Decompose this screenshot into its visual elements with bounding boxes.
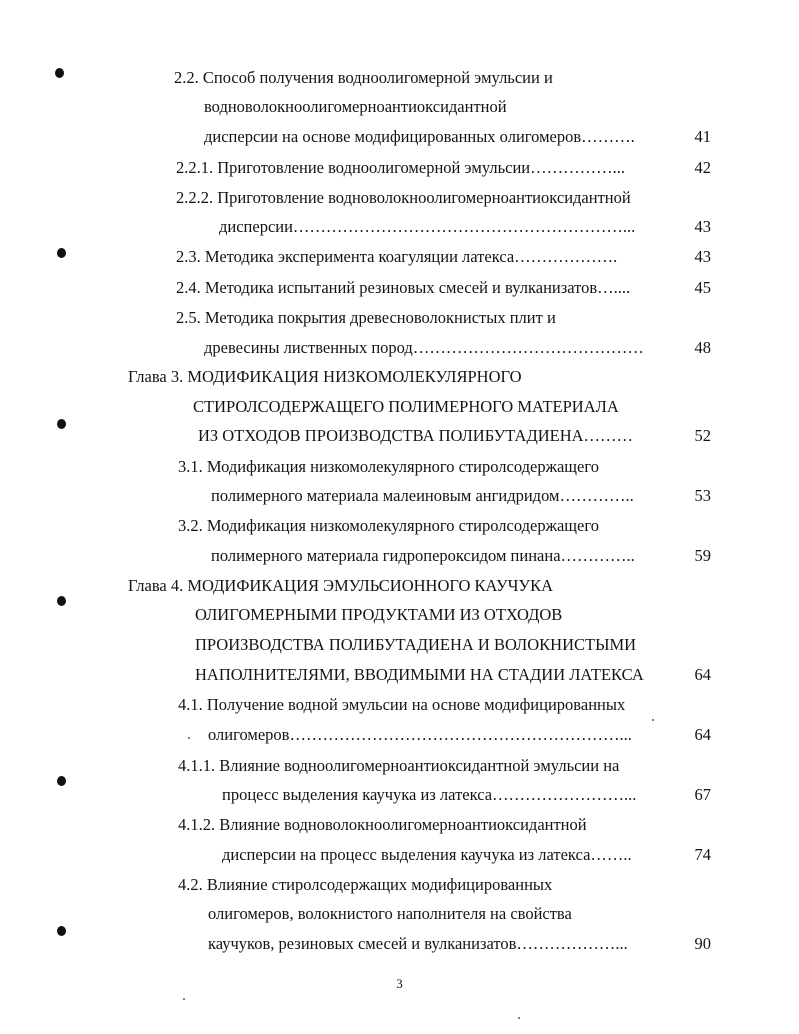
toc-entry-text: олигомеров, волокнистого наполнителя на свойства bbox=[208, 904, 572, 923]
toc-page-number: 90 bbox=[694, 934, 711, 953]
toc-entry-text: полимерного материала гидропероксидом пинана………….. bbox=[211, 546, 635, 565]
toc-entry-text: дисперсии……………………………………………………... bbox=[219, 217, 636, 236]
toc-page-number: 41 bbox=[694, 127, 711, 146]
scan-speck bbox=[183, 998, 185, 1000]
binder-hole bbox=[57, 248, 66, 258]
toc-entry-text: 4.1. Получение водной эмульсии на основе модифицированных bbox=[178, 695, 626, 714]
toc-entry-text: 2.2. Способ получения водноолигомерной эмульсии и bbox=[174, 68, 553, 87]
toc-entry-text: 4.2. Влияние стиролсодержащих модифицированных bbox=[178, 875, 553, 894]
toc-chapter-text: НАПОЛНИТЕЛЯМИ, ВВОДИМЫМИ НА СТАДИИ ЛАТЕКСА bbox=[195, 665, 644, 684]
scan-speck bbox=[188, 737, 190, 739]
toc-entry-text: полимерного материала малеиновым ангидридом………….. bbox=[211, 486, 634, 505]
toc-entry-text: 2.4. Методика испытаний резиновых смесей и вулканизатов….... bbox=[176, 278, 631, 297]
toc-chapter-text: Глава 3. МОДИФИКАЦИЯ НИЗКОМОЛЕКУЛЯРНОГО bbox=[128, 367, 522, 386]
toc-chapter-text: ПРОИЗВОДСТВА ПОЛИБУТАДИЕНА И ВОЛОКНИСТЫМИ bbox=[195, 635, 637, 654]
toc-page-number: 45 bbox=[694, 278, 711, 297]
toc-page-number: 43 bbox=[694, 247, 711, 266]
scan-speck bbox=[518, 1017, 520, 1019]
toc-page-number: 64 bbox=[694, 665, 711, 684]
binder-hole bbox=[57, 596, 66, 606]
binder-hole bbox=[55, 68, 64, 78]
toc-entry-text: процесс выделения каучука из латекса……………………... bbox=[222, 785, 637, 804]
toc-entry-text: 2.2.2. Приготовление водноволокноолигомерноантиоксидантной bbox=[176, 188, 631, 207]
toc-chapter-text: Глава 4. МОДИФИКАЦИЯ ЭМУЛЬСИОННОГО КАУЧУКА bbox=[128, 576, 554, 595]
toc-page-number: 74 bbox=[694, 845, 711, 864]
toc-page-number: 43 bbox=[694, 217, 711, 236]
toc-chapter-text: СТИРОЛСОДЕРЖАЩЕГО ПОЛИМЕРНОГО МАТЕРИАЛА bbox=[193, 397, 619, 416]
toc-page-number: 52 bbox=[694, 426, 711, 445]
toc-entry-text: 2.2.1. Приготовление водноолигомерной эмульсии……………... bbox=[176, 158, 626, 177]
toc-entry-text: 2.3. Методика эксперимента коагуляции латекса………………. bbox=[176, 247, 618, 266]
toc-page-number: 48 bbox=[694, 338, 711, 357]
toc-page-number: 64 bbox=[694, 725, 711, 744]
toc-chapter-text: ИЗ ОТХОДОВ ПРОИЗВОДСТВА ПОЛИБУТАДИЕНА……… bbox=[198, 426, 634, 445]
scan-speck bbox=[652, 719, 654, 721]
toc-entry-text: каучуков, резиновых смесей и вулканизатов………………... bbox=[208, 934, 628, 953]
toc-entry-text: древесины лиственных пород…………………………………… bbox=[204, 338, 644, 357]
toc-entry-text: 4.1.1. Влияние водноолигомерноантиоксидантной эмульсии на bbox=[178, 756, 620, 775]
toc-page-number: 53 bbox=[694, 486, 711, 505]
toc-entry-text: 4.1.2. Влияние водноволокноолигомерноантиоксидантной bbox=[178, 815, 587, 834]
toc-page-number: 42 bbox=[694, 158, 711, 177]
page-number: 3 bbox=[396, 976, 403, 991]
toc-entry-text: дисперсии на процесс выделения каучука из латекса…….. bbox=[222, 845, 632, 864]
binder-hole bbox=[57, 419, 66, 429]
toc-page-number: 59 bbox=[694, 546, 711, 565]
toc-entry-text: водноволокноолигомерноантиоксидантной bbox=[204, 97, 507, 116]
binder-hole bbox=[57, 926, 66, 936]
toc-entry-text: дисперсии на основе модифицированных олигомеров………. bbox=[204, 127, 635, 146]
toc-entry-text: олигомеров……………………………………………………... bbox=[208, 725, 632, 744]
binder-hole bbox=[57, 776, 66, 786]
toc-entry-text: 3.1. Модификация низкомолекулярного стиролсодержащего bbox=[178, 457, 599, 476]
toc-entry-text: 3.2. Модификация низкомолекулярного стиролсодержащего bbox=[178, 516, 599, 535]
toc-entry-text: 2.5. Методика покрытия древесноволокнистых плит и bbox=[176, 308, 556, 327]
toc-page-number: 67 bbox=[694, 785, 711, 804]
toc-chapter-text: ОЛИГОМЕРНЫМИ ПРОДУКТАМИ ИЗ ОТХОДОВ bbox=[195, 605, 563, 624]
